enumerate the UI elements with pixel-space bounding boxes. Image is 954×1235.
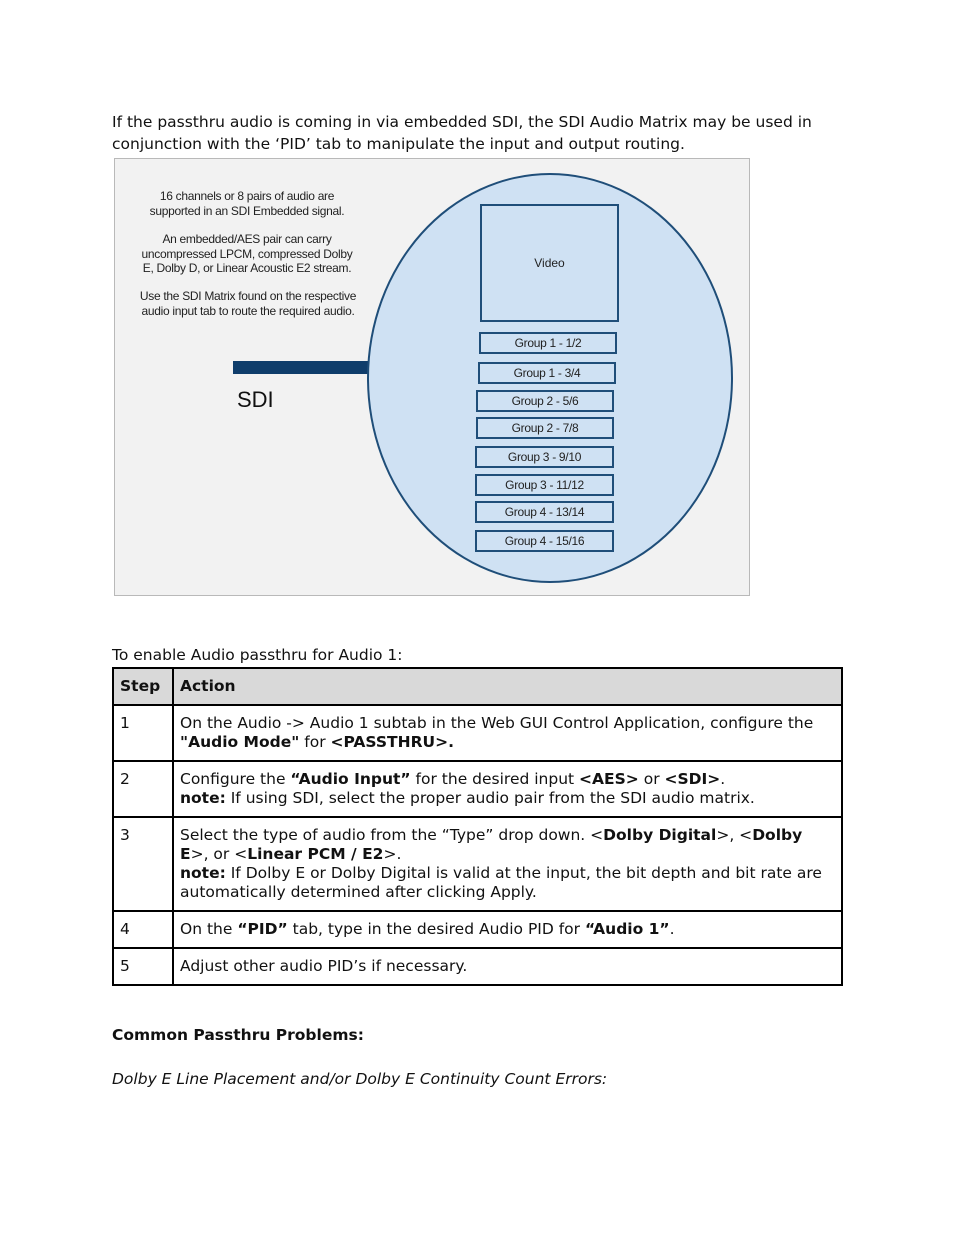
subsection-heading: Dolby E Line Placement and/or Dolby E Continuity Count Errors: [112,1070,608,1088]
group-box-8: Group 4 - 15/16 [475,530,614,552]
group-box-4: Group 2 - 7/8 [476,417,614,439]
step-action: Adjust other audio PID’s if necessary. [173,948,842,985]
table-row [113,911,842,948]
step-action: Configure the “Audio Input” for the desired input <AES> or <SDI>. note: If using SDI, select the proper audio pair from the SDI audio matrix. [173,761,842,817]
enable-label: To enable Audio passthru for Audio 1: [112,646,403,664]
sdi-label: SDI [237,387,274,412]
table-row [113,817,842,911]
step-number: 2 [113,761,173,817]
step-action: On the Audio -> Audio 1 subtab in the Web GUI Control Application, configure the "Audio Mode" for <PASSTHRU>. [173,705,842,761]
note-label: note: [180,864,226,882]
intro-line-1: If the passthru audio is coming in via embedded SDI, the SDI Audio Matrix may be used in [112,113,812,131]
diagram-note-pair: An embedded/AES pair can carry uncompressed LPCM, compressed Dolby E, Dolby D, or Linear Acoustic E2 stream. [141,232,353,275]
table-row [113,705,842,761]
video-box [480,204,619,322]
diagram-note-channels: 16 channels or 8 pairs of audio are supported in an SDI Embedded signal. [149,189,345,218]
diagram-note-matrix: Use the SDI Matrix found on the respective audio input tab to route the required audio. [139,289,357,318]
group-box-3: Group 2 - 5/6 [476,390,614,412]
step-number: 3 [113,817,173,911]
column-header-step: Step [113,668,173,705]
note-label: note: [180,789,226,807]
step-action: Select the type of audio from the “Type” drop down. <Dolby Digital>, <Dolby E>, or <Linear PCM / E2>. note: If Dolby E or Dolby Digital is valid at the input, the bit depth and bit rate are automatically determined after clicking Apply. [173,817,842,911]
column-header-action: Action [173,668,842,705]
intro-paragraph [112,111,842,155]
group-box-7: Group 4 - 13/14 [475,501,614,523]
intro-line-2: conjunction with the ‘PID’ tab to manipulate the input and output routing. [112,135,685,153]
table-row [113,948,842,985]
table-row [113,761,842,817]
sdi-audio-diagram [114,158,750,596]
table-header-row [113,668,842,705]
step-action: On the “PID” tab, type in the desired Audio PID for “Audio 1”. [173,911,842,948]
steps-table [112,667,843,986]
sdi-connector-bar [233,361,371,374]
group-box-5: Group 3 - 9/10 [475,446,614,468]
group-box-2: Group 1 - 3/4 [478,362,616,384]
video-label: Video [534,256,565,270]
group-box-6: Group 3 - 11/12 [475,474,614,496]
section-heading: Common Passthru Problems: [112,1026,364,1044]
step-number: 1 [113,705,173,761]
step-number: 4 [113,911,173,948]
step-number: 5 [113,948,173,985]
group-box-1: Group 1 - 1/2 [479,332,617,354]
